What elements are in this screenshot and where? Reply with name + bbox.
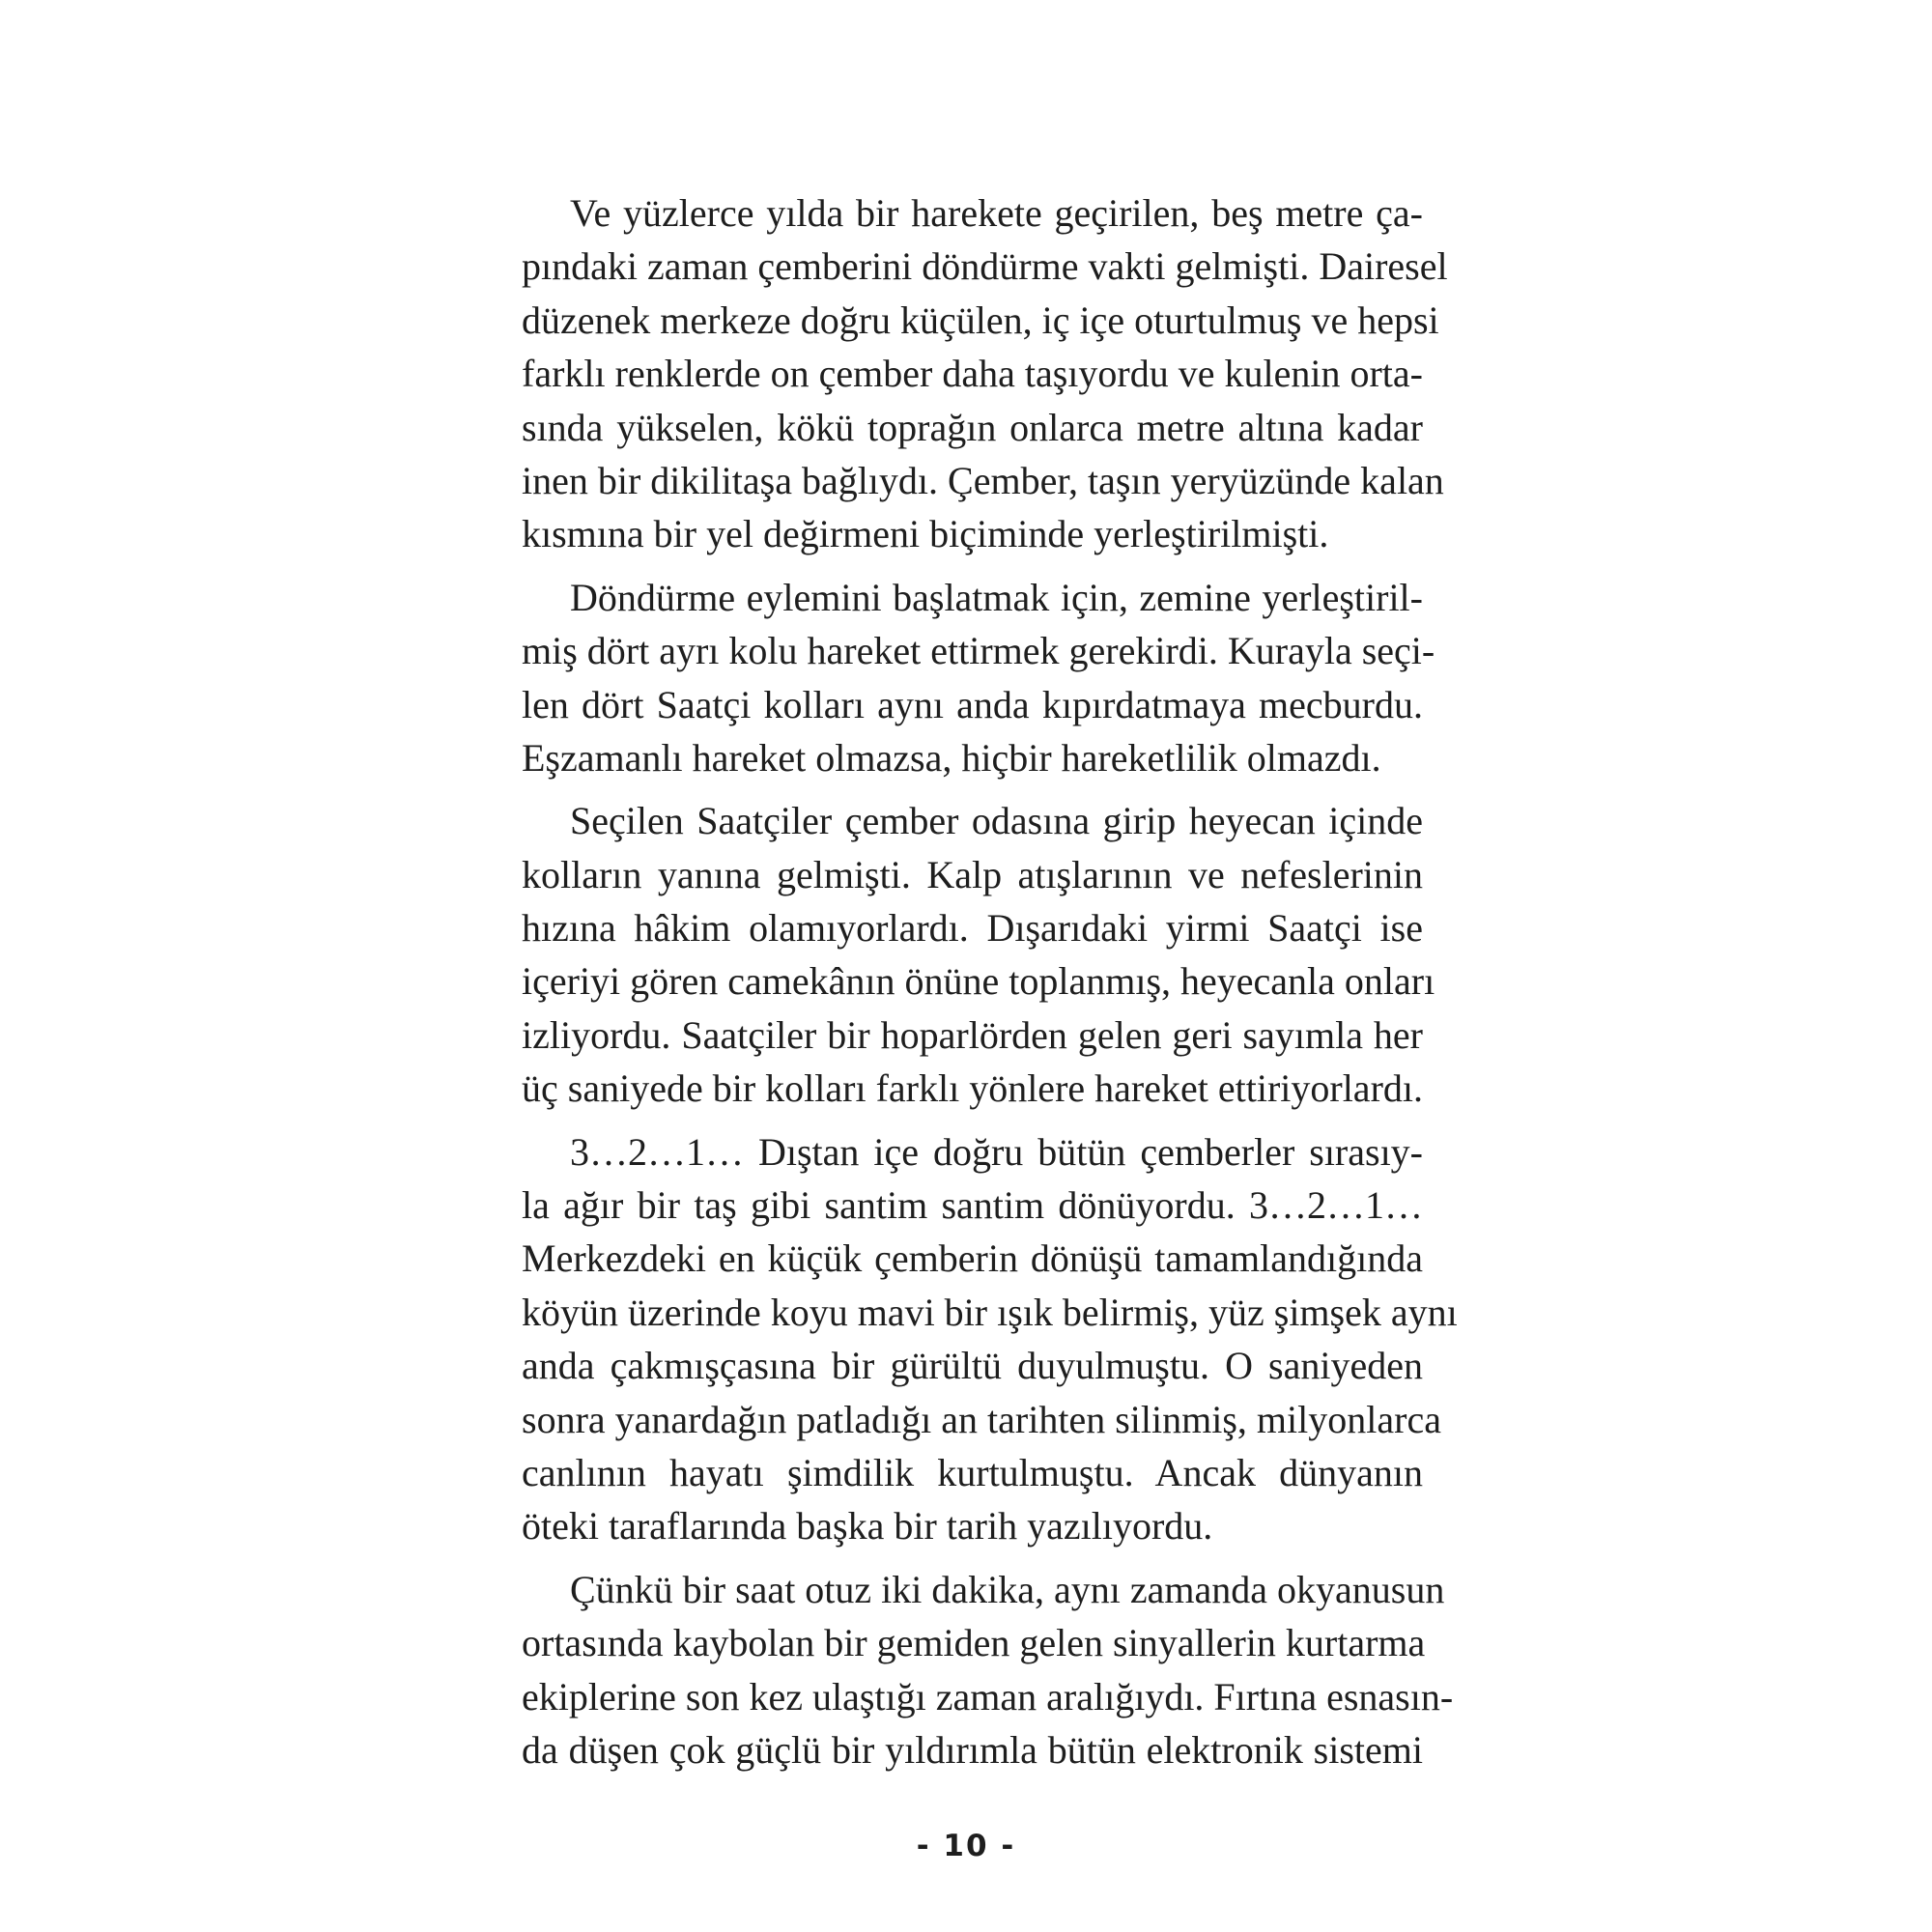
text-line: hızına hâkim olamıyorlardı. Dışarıdaki yirmi Saatçi ise	[522, 906, 1423, 951]
text-line: Döndürme eylemini başlatmak için, zemine yerleştiril-	[570, 575, 1423, 619]
text-line: canlının hayatı şimdilik kurtulmuştu. Ancak dünyanın	[522, 1450, 1423, 1494]
paragraph-2	[522, 571, 1435, 785]
text-line: içeriyi gören camekânın önüne toplanmış, heyecanla onları	[522, 959, 1435, 1004]
text-line: 3…2…1… Dıştan içe doğru bütün çemberler sırasıy-	[570, 1129, 1423, 1174]
text-line: pındaki zaman çemberini döndürme vakti gelmişti. Dairesel	[522, 244, 1448, 289]
paragraph-5	[522, 1563, 1454, 1777]
text-line: köyün üzerinde koyu mavi bir ışık belirmiş, yüz şimşek aynı	[522, 1290, 1458, 1334]
page-number: - 10 -	[916, 1829, 1016, 1863]
text-line: len dört Saatçi kolları aynı anda kıpırdatmaya mecburdu.	[522, 682, 1423, 726]
paragraph-3	[522, 794, 1435, 1115]
text-line: anda çakmışçasına bir gürültü duyulmuştu. O saniyeden	[522, 1344, 1423, 1388]
text-line: da düşen çok güçlü bir yıldırımla bütün elektronik sistemi	[522, 1727, 1423, 1772]
text-line: Çünkü bir saat otuz iki dakika, aynı zamanda okyanusun	[570, 1567, 1445, 1611]
text-line: kolların yanına gelmişti. Kalp atışlarının ve nefeslerinin	[522, 852, 1423, 896]
text-line: öteki taraflarında başka bir tarih yazılıyordu.	[522, 1504, 1213, 1548]
text-line: Eşzamanlı hareket olmazsa, hiçbir hareketlilik olmazdı.	[522, 735, 1381, 780]
text-line: düzenek merkeze doğru küçülen, iç içe oturtulmuş ve hepsi	[522, 298, 1439, 342]
text-line: la ağır bir taş gibi santim santim dönüyordu. 3…2…1…	[522, 1183, 1423, 1228]
text-line: Seçilen Saatçiler çember odasına girip heyecan içinde	[570, 799, 1423, 843]
text-line: miş dört ayrı kolu hareket ettirmek gerekirdi. Kurayla seçi-	[522, 629, 1435, 673]
text-line: üç saniyede bir kolları farklı yönlere hareket ettiriyorlardı.	[522, 1066, 1423, 1111]
text-line: sında yükselen, kökü toprağın onlarca metre altına kadar	[522, 405, 1423, 449]
text-line: inen bir dikilitaşa bağlıydı. Çember, taşın yeryüzünde kalan	[522, 458, 1444, 502]
text-line: ortasında kaybolan bir gemiden gelen sinyallerin kurtarma	[522, 1621, 1426, 1665]
text-line: sonra yanardağın patladığı an tarihten silinmiş, milyonlarca	[522, 1397, 1441, 1441]
text-line: Ve yüzlerce yılda bir harekete geçirilen, beş metre ça-	[570, 191, 1423, 235]
text-line: farklı renklerde on çember daha taşıyordu ve kulenin orta-	[522, 352, 1423, 396]
paragraph-1	[522, 186, 1448, 561]
text-line: ekiplerine son kez ulaştığı zaman aralığıydı. Fırtına esnasın-	[522, 1674, 1454, 1719]
text-line: kısmına bir yel değirmeni biçiminde yerleştirilmişti.	[522, 512, 1329, 556]
paragraph-4	[522, 1125, 1458, 1553]
text-line: Merkezdeki en küçük çemberin dönüşü tamamlandığında	[522, 1236, 1423, 1281]
body-text	[522, 186, 1458, 1776]
text-line: izliyordu. Saatçiler bir hoparlörden gelen geri sayımla her	[522, 1012, 1423, 1057]
